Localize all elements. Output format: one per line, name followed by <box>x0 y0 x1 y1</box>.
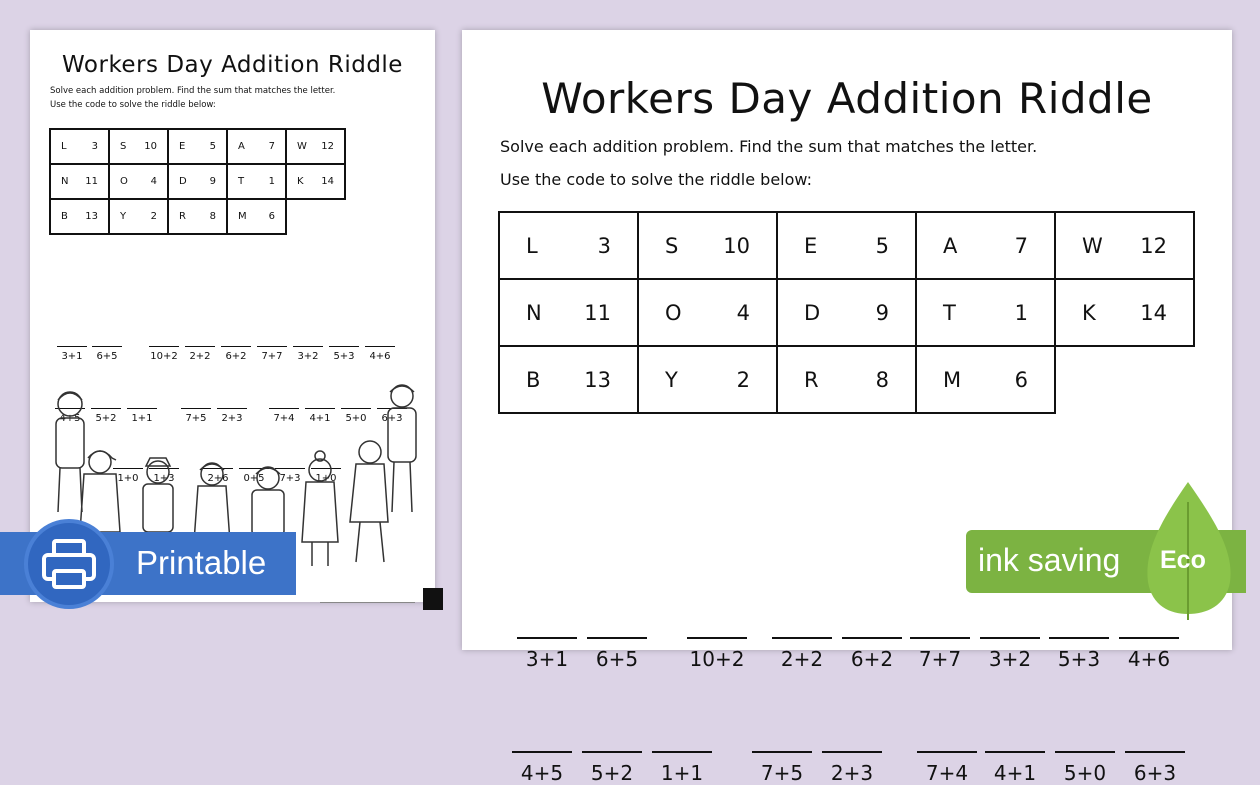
code-number: 3 <box>91 141 98 152</box>
riddle-problem <box>54 346 90 362</box>
addition-expression: 2+2 <box>780 647 824 671</box>
addition-expression: 5+2 <box>95 413 117 424</box>
code-number: 4 <box>736 300 750 325</box>
riddle-problem <box>254 346 290 362</box>
small-code-row <box>50 129 345 164</box>
riddle-problem <box>512 637 582 671</box>
code-cell <box>1055 279 1194 346</box>
qr-code <box>423 588 443 610</box>
answer-blank <box>822 751 882 753</box>
addition-expression: 0+5 <box>243 473 265 484</box>
answer-blank <box>329 346 359 347</box>
instruction-1-large: Solve each addition problem. Find the sum that matches the letter. <box>500 137 1038 156</box>
code-number: 12 <box>1140 233 1167 258</box>
addition-expression: 1+1 <box>660 761 704 785</box>
answer-blank <box>293 346 323 347</box>
code-letter: Y <box>120 211 127 222</box>
addition-expression: 7+4 <box>925 761 969 785</box>
addition-expression: 7+5 <box>185 413 207 424</box>
answer-blank <box>512 751 572 753</box>
eco-leaf <box>1140 482 1240 622</box>
addition-expression: 2+3 <box>221 413 243 424</box>
code-cell <box>168 164 227 199</box>
code-letter: Y <box>665 367 678 392</box>
addition-expression: 3+2 <box>988 647 1032 671</box>
code-letter: A <box>238 141 245 152</box>
answer-blank <box>582 751 642 753</box>
addition-expression: 1+0 <box>315 473 337 484</box>
addition-expression: 7+4 <box>273 413 295 424</box>
code-letter: O <box>120 176 128 187</box>
instruction-2: Use the code to solve the riddle below: <box>50 100 216 110</box>
answer-blank <box>687 637 747 639</box>
empty-cell <box>1055 346 1194 413</box>
addition-expression: 4+6 <box>369 351 391 362</box>
small-code-row <box>50 164 345 199</box>
code-cell <box>286 129 345 164</box>
code-cell <box>777 212 916 279</box>
riddle-problem <box>682 637 752 671</box>
code-number: 2 <box>736 367 750 392</box>
code-cell <box>916 212 1055 279</box>
letter-code-table-large <box>498 211 1195 414</box>
code-letter: A <box>943 233 958 258</box>
riddle-problem <box>146 346 182 362</box>
answer-blank <box>652 751 712 753</box>
addition-expression: 3+1 <box>525 647 569 671</box>
addition-expression: 6+2 <box>850 647 894 671</box>
code-number: 9 <box>875 300 889 325</box>
code-number: 3 <box>597 233 611 258</box>
code-cell <box>638 279 777 346</box>
instruction-2-large: Use the code to solve the riddle below: <box>500 170 812 189</box>
code-number: 13 <box>85 211 98 222</box>
answer-blank <box>1055 751 1115 753</box>
code-number: 6 <box>268 211 275 222</box>
printable-badge <box>0 532 296 595</box>
code-number: 11 <box>584 300 611 325</box>
code-cell <box>777 279 916 346</box>
worksheet-title-large: Workers Day Addition Riddle <box>541 74 1153 123</box>
riddle-problem <box>837 637 907 671</box>
code-letter: W <box>297 141 307 152</box>
code-letter: R <box>804 367 819 392</box>
riddle-problem <box>182 346 218 362</box>
code-letter: D <box>179 176 187 187</box>
code-number: 11 <box>85 176 98 187</box>
code-cell <box>109 164 168 199</box>
addition-expression: 5+2 <box>590 761 634 785</box>
code-cell <box>777 346 916 413</box>
code-letter: W <box>1082 233 1103 258</box>
footer-line <box>320 602 415 603</box>
riddle-problem <box>89 346 125 362</box>
addition-expression: 3+1 <box>61 351 83 362</box>
code-letter: K <box>297 176 304 187</box>
addition-expression: 6+3 <box>381 413 403 424</box>
code-number: 14 <box>321 176 334 187</box>
code-number: 5 <box>209 141 216 152</box>
code-number: 6 <box>1014 367 1028 392</box>
code-cell <box>499 346 638 413</box>
code-letter: N <box>61 176 69 187</box>
riddle-problem <box>647 751 717 785</box>
addition-expression: 4+5 <box>59 413 81 424</box>
riddle-problem <box>1114 637 1184 671</box>
riddle-problem <box>905 637 975 671</box>
answer-blank <box>842 637 902 639</box>
addition-expression: 1+0 <box>117 473 139 484</box>
code-letter: M <box>238 211 247 222</box>
code-number: 14 <box>1140 300 1167 325</box>
code-cell <box>109 129 168 164</box>
addition-expression: 5+3 <box>333 351 355 362</box>
answer-blank <box>257 346 287 347</box>
addition-expression: 6+2 <box>225 351 247 362</box>
addition-expression: 6+5 <box>595 647 639 671</box>
code-letter: D <box>804 300 821 325</box>
code-letter: L <box>61 141 67 152</box>
code-letter: T <box>238 176 245 187</box>
code-cell <box>286 164 345 199</box>
eco-label: Eco <box>1160 546 1206 574</box>
addition-expression: 5+0 <box>1063 761 1107 785</box>
code-letter: R <box>179 211 186 222</box>
code-number: 9 <box>209 176 216 187</box>
code-number: 8 <box>875 367 889 392</box>
riddle-problem <box>290 346 326 362</box>
code-cell <box>499 212 638 279</box>
code-cell <box>916 279 1055 346</box>
riddle-problem <box>362 346 398 362</box>
answer-blank <box>1049 637 1109 639</box>
instruction-1: Solve each addition problem. Find the sum that matches the letter. <box>50 86 336 96</box>
addition-expression: 7+7 <box>261 351 283 362</box>
code-cell <box>227 129 286 164</box>
answer-blank <box>149 346 179 347</box>
answer-blank <box>910 637 970 639</box>
code-cell <box>50 199 109 234</box>
addition-expression: 5+0 <box>345 413 367 424</box>
ink-saving-label: ink saving <box>978 542 1121 578</box>
answer-blank <box>772 637 832 639</box>
addition-expression: 4+1 <box>309 413 331 424</box>
addition-expression: 3+2 <box>297 351 319 362</box>
answer-blank <box>980 637 1040 639</box>
code-cell <box>638 212 777 279</box>
addition-expression: 6+5 <box>96 351 118 362</box>
empty-cell <box>286 199 345 234</box>
code-number: 1 <box>268 176 275 187</box>
riddle-problem <box>975 637 1045 671</box>
code-number: 10 <box>144 141 157 152</box>
answer-blank <box>985 751 1045 753</box>
addition-expression: 2+2 <box>189 351 211 362</box>
code-number: 10 <box>723 233 750 258</box>
addition-expression: 2+3 <box>830 761 874 785</box>
code-number: 5 <box>875 233 889 258</box>
addition-expression: 4+1 <box>993 761 1037 785</box>
riddle-problem <box>1120 751 1190 785</box>
code-number: 7 <box>268 141 275 152</box>
code-letter: K <box>1082 300 1096 325</box>
large-code-row <box>499 279 1194 346</box>
riddle-problem <box>326 346 362 362</box>
answer-blank <box>365 346 395 347</box>
code-letter: T <box>943 300 956 325</box>
code-number: 7 <box>1014 233 1028 258</box>
answer-blank <box>1125 751 1185 753</box>
code-cell <box>638 346 777 413</box>
addition-expression: 6+3 <box>1133 761 1177 785</box>
code-cell <box>227 164 286 199</box>
code-number: 8 <box>209 211 216 222</box>
riddle-problem <box>218 346 254 362</box>
code-letter: B <box>61 211 68 222</box>
riddle-problem <box>1050 751 1120 785</box>
worksheet-title: Workers Day Addition Riddle <box>62 52 403 78</box>
small-code-row <box>50 199 345 234</box>
riddle-problem <box>1044 637 1114 671</box>
code-letter: E <box>804 233 818 258</box>
answer-blank <box>92 346 122 347</box>
code-number: 2 <box>150 211 157 222</box>
riddle-problem <box>577 751 647 785</box>
riddle-problem <box>817 751 887 785</box>
code-cell <box>1055 212 1194 279</box>
code-cell <box>168 129 227 164</box>
code-letter: S <box>120 141 127 152</box>
addition-expression: 1+1 <box>131 413 153 424</box>
addition-expression: 10+2 <box>150 351 178 362</box>
addition-expression: 7+3 <box>279 473 301 484</box>
addition-expression: 10+2 <box>689 647 745 671</box>
code-letter: E <box>179 141 186 152</box>
riddle-problem <box>980 751 1050 785</box>
addition-expression: 2+6 <box>207 473 229 484</box>
code-cell <box>109 199 168 234</box>
code-cell <box>227 199 286 234</box>
code-letter: M <box>943 367 962 392</box>
riddle-problem <box>747 751 817 785</box>
code-cell <box>50 164 109 199</box>
code-letter: B <box>526 367 541 392</box>
printer-icon <box>28 523 110 605</box>
code-cell <box>499 279 638 346</box>
code-letter: N <box>526 300 542 325</box>
riddle-problem <box>582 637 652 671</box>
answer-blank <box>221 346 251 347</box>
large-code-row <box>499 346 1194 413</box>
printable-label: Printable <box>136 544 267 581</box>
printer-icon-circle <box>24 519 114 609</box>
letter-code-table <box>49 128 346 235</box>
answer-blank <box>57 346 87 347</box>
answer-blank <box>917 751 977 753</box>
code-cell <box>50 129 109 164</box>
code-number: 12 <box>321 141 334 152</box>
riddle-problem <box>912 751 982 785</box>
code-number: 13 <box>584 367 611 392</box>
answer-blank <box>517 637 577 639</box>
code-cell <box>168 199 227 234</box>
worksheet-preview-small <box>30 30 435 602</box>
addition-expression: 7+5 <box>760 761 804 785</box>
code-letter: O <box>665 300 682 325</box>
code-cell <box>916 346 1055 413</box>
addition-expression: 5+3 <box>1057 647 1101 671</box>
addition-expression: 1+3 <box>153 473 175 484</box>
answer-blank <box>752 751 812 753</box>
code-letter: S <box>665 233 679 258</box>
answer-blank <box>1119 637 1179 639</box>
addition-expression: 4+5 <box>520 761 564 785</box>
code-letter: L <box>526 233 538 258</box>
code-number: 1 <box>1014 300 1028 325</box>
code-number: 4 <box>150 176 157 187</box>
addition-expression: 7+7 <box>918 647 962 671</box>
answer-blank <box>587 637 647 639</box>
large-code-row <box>499 212 1194 279</box>
answer-blank <box>185 346 215 347</box>
riddle-problem <box>507 751 577 785</box>
addition-expression: 4+6 <box>1127 647 1171 671</box>
riddle-problem <box>767 637 837 671</box>
